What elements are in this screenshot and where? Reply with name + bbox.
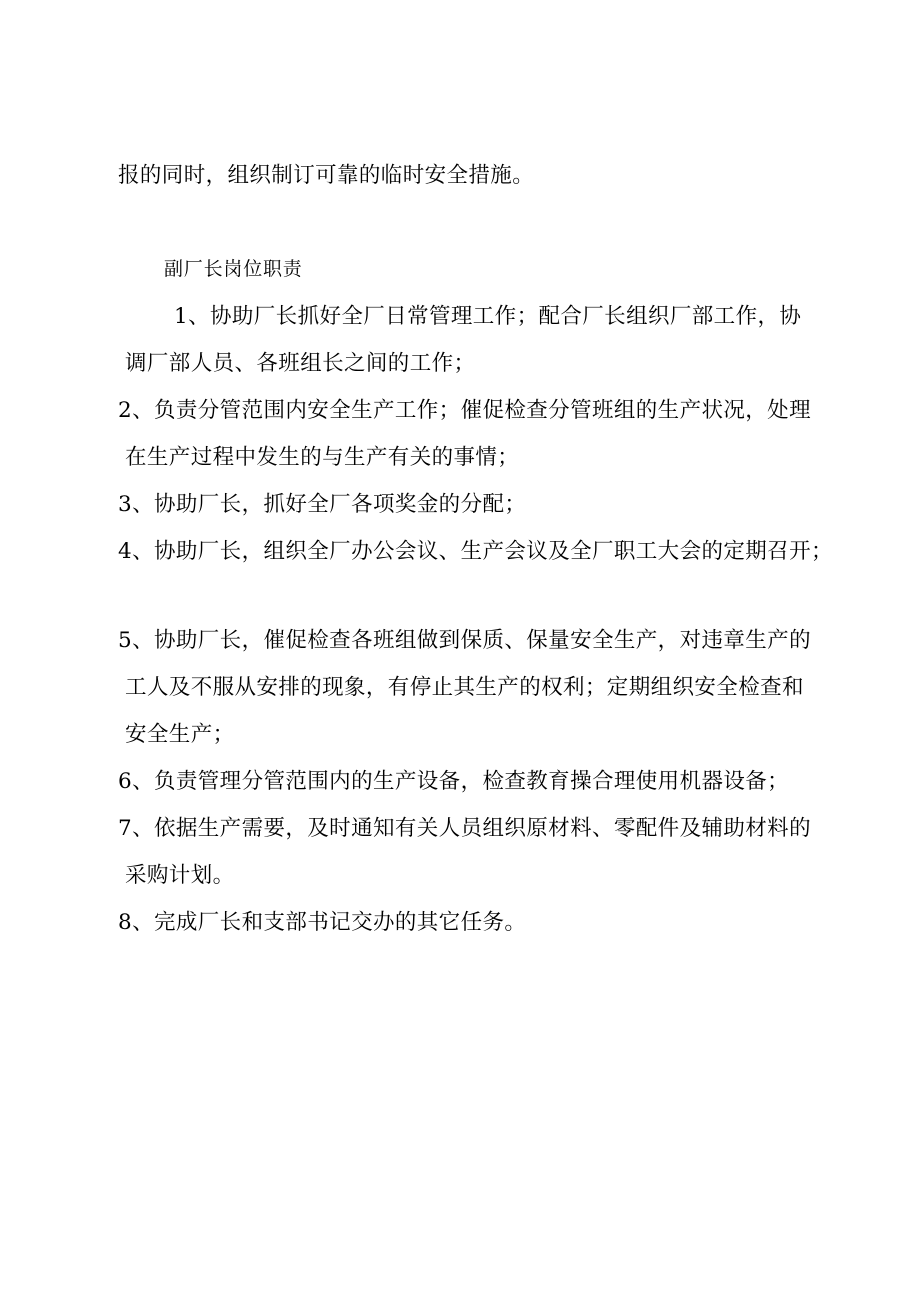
- list-item-1-line-1: 1、协助厂长抓好全厂日常管理工作；配合厂长组织厂部工作，协: [174, 304, 802, 329]
- list-item-5-line-1: 5、协助厂长，催促检查各班组做到保质、保量安全生产，对违章生产的: [118, 628, 811, 653]
- list-item-2-line-1: 2、负责分管范围内安全生产工作；催促检查分管班组的生产状况，处理: [118, 398, 811, 423]
- list-item-5-line-2: 工人及不服从安排的现象，有停止其生产的权利；定期组织安全检查和: [125, 675, 804, 700]
- list-item-2-line-2: 在生产过程中发生的与生产有关的事情；: [125, 445, 520, 470]
- list-item-5-line-3: 安全生产；: [125, 722, 235, 747]
- list-item-3: 3、协助厂长，抓好全厂各项奖金的分配；: [118, 492, 527, 517]
- list-item-8: 8、完成厂长和支部书记交办的其它任务。: [118, 910, 527, 935]
- list-item-6: 6、负责管理分管范围内的生产设备，检查教育操合理使用机器设备；: [118, 769, 790, 794]
- list-item-4: 4、协助厂长，组织全厂办公会议、生产会议及全厂职工大会的定期召开；: [118, 539, 833, 564]
- document-body: [118, 152, 833, 946]
- section-heading: 副厂长岗位职责: [164, 258, 303, 280]
- blank-line-spacer: [118, 199, 818, 246]
- blank-line-spacer-2: [118, 575, 818, 617]
- list-item-7-line-2: 采购计划。: [125, 863, 235, 888]
- paragraph-carryover-line: 报的同时，组织制订可靠的临时安全措施。: [118, 163, 535, 188]
- list-item-1-line-2: 调厂部人员、各班组长之间的工作；: [125, 351, 476, 376]
- list-item-7-line-1: 7、依据生产需要，及时通知有关人员组织原材料、零配件及辅助材料的: [118, 816, 811, 841]
